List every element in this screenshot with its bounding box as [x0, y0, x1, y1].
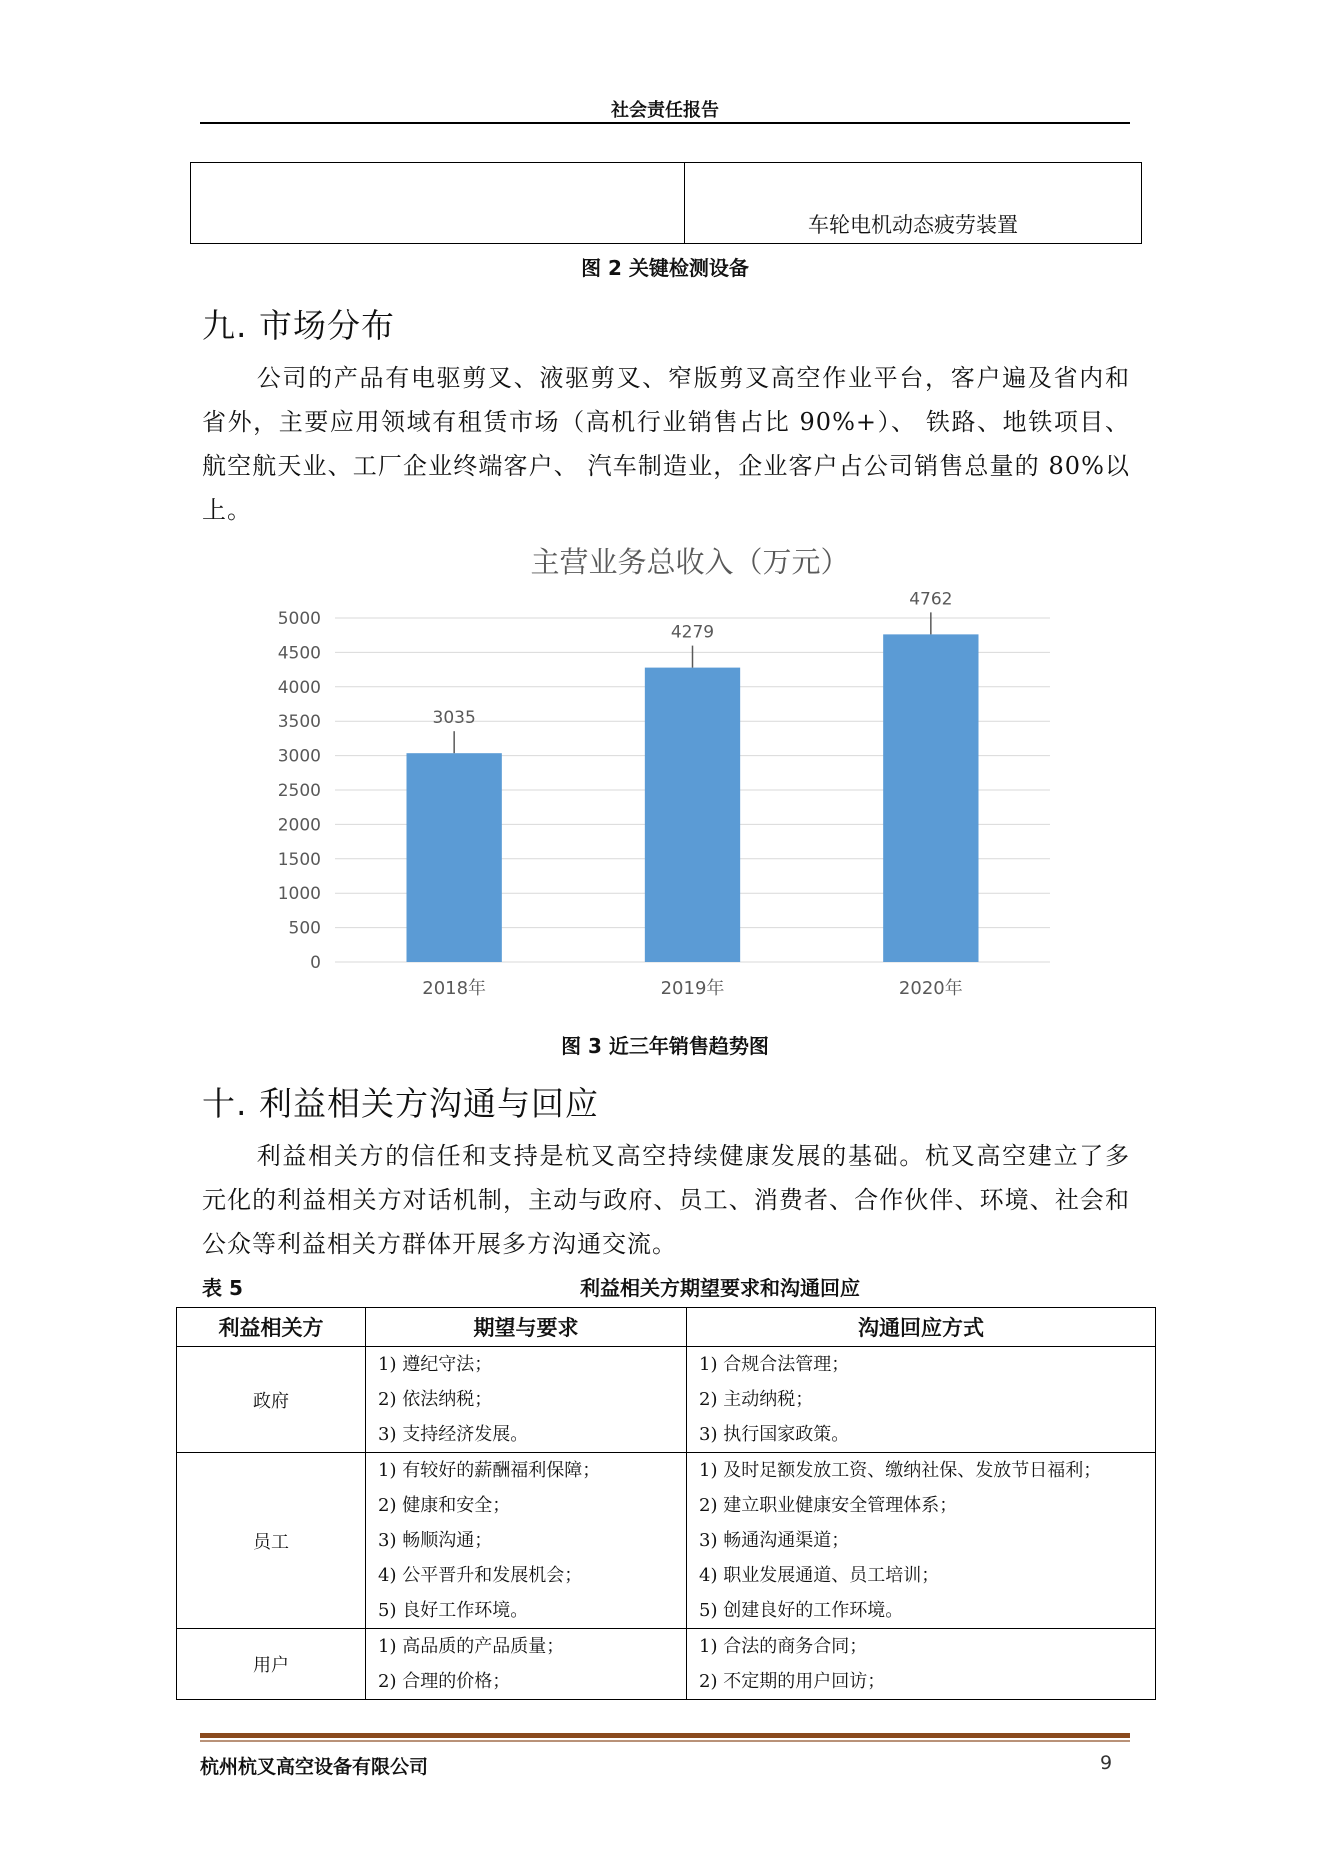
expectation-line: 4) 公平晋升和发展机会； — [378, 1565, 583, 1586]
footer-rule-thin — [200, 1740, 1130, 1742]
bar-2020年 — [883, 634, 978, 962]
y-tick-label: 4000 — [277, 677, 321, 698]
y-tick-label: 1000 — [277, 884, 321, 905]
footer-company-name: 杭州杭叉高空设备有限公司 — [200, 1756, 429, 1778]
x-tick-label: 2018年 — [422, 978, 487, 999]
expectation-line: 3) 畅顺沟通； — [378, 1530, 493, 1551]
response-line: 2) 不定期的用户回访； — [699, 1671, 886, 1692]
response-line: 4) 职业发展通道、员工培训； — [699, 1565, 940, 1586]
table-header-cell: 利益相关方 — [177, 1308, 366, 1347]
table-header-cell: 沟通回应方式 — [687, 1308, 1156, 1347]
response-cell — [687, 1347, 1156, 1453]
x-tick-label: 2020年 — [898, 978, 963, 999]
stakeholder-name-cell: 政府 — [177, 1347, 366, 1453]
bar-2018年 — [407, 753, 502, 962]
section9-heading: 九. 市场分布 — [202, 306, 395, 345]
section10-paragraph-text: 利益相关方的信任和支持是杭叉高空持续健康发展的基础。杭叉高空建立了多元化的利益相关方对话机制，主动与政府、员工、消费者、合作伙伴、环境、社会和公众等利益相关方群体开展多方沟通交流。 — [202, 1142, 1130, 1258]
bar-2019年 — [645, 668, 740, 962]
footer-rule — [200, 1733, 1130, 1738]
table5-title: 利益相关方期望要求和沟通回应 — [580, 1276, 860, 1300]
expectation-line: 2) 依法纳税； — [378, 1389, 493, 1410]
response-line: 1) 及时足额发放工资、缴纳社保、发放节日福利； — [699, 1460, 1102, 1481]
figure2-frame — [190, 162, 1142, 244]
y-tick-label: 2000 — [277, 815, 321, 836]
header-divider — [200, 122, 1130, 124]
figure2-left-cell — [191, 163, 685, 243]
data-label: 4762 — [909, 589, 953, 610]
stakeholder-name-cell: 员工 — [177, 1453, 366, 1629]
response-cell — [687, 1453, 1156, 1629]
figure2-right-cell — [685, 163, 1141, 243]
chart-title: 主营业务总收入（万元） — [530, 545, 850, 579]
expectation-line: 1) 有较好的薪酬福利保障； — [378, 1460, 601, 1481]
figure2-caption: 图 2 关键检测设备 — [581, 256, 749, 280]
section9-paragraph — [202, 356, 1130, 532]
table-header-cell: 期望与要求 — [366, 1308, 687, 1347]
expectation-line: 1) 遵纪守法； — [378, 1354, 493, 1375]
figure3-caption: 图 3 近三年销售趋势图 — [561, 1034, 769, 1058]
report-header-title: 社会责任报告 — [611, 100, 719, 121]
expectation-cell — [366, 1347, 687, 1453]
y-tick-label: 0 — [310, 953, 321, 973]
expectation-line: 2) 健康和安全； — [378, 1495, 511, 1516]
chart-x-tick-labels — [422, 977, 962, 999]
revenue-bar-chart — [260, 530, 1060, 1010]
y-tick-label: 2500 — [277, 781, 321, 801]
data-label: 4279 — [670, 622, 715, 643]
stakeholder-table-body — [177, 1347, 1156, 1700]
section9-paragraph-text: 公司的产品有电驱剪叉、液驱剪叉、窄版剪叉高空作业平台，客户遍及省内和省外，主要应用领域有租赁市场（高机行业销售占比 90%+）、 铁路、地铁项目、 航空航天业、工厂企业终端客户、 汽车制造业，企业客户占公司销售总量的 80%以上。 — [202, 364, 1130, 524]
y-tick-label: 3000 — [277, 746, 321, 767]
expectation-line: 1) 高品质的产品质量； — [378, 1636, 565, 1657]
response-line: 1) 合规合法管理； — [699, 1354, 850, 1375]
expectation-line: 5) 良好工作环境。 — [378, 1600, 529, 1621]
y-tick-label: 4500 — [277, 643, 321, 664]
expectation-line: 3) 支持经济发展。 — [378, 1424, 529, 1445]
table-header-row — [177, 1308, 1156, 1347]
x-tick-label: 2019年 — [660, 978, 725, 999]
chart-bars — [407, 634, 979, 962]
response-line: 3) 畅通沟通渠道； — [699, 1530, 850, 1551]
expectation-line: 2) 合理的价格； — [378, 1671, 511, 1692]
expectation-cell — [366, 1453, 687, 1629]
table-row — [177, 1347, 1156, 1453]
table-row — [177, 1453, 1156, 1629]
y-tick-label: 1500 — [277, 849, 321, 870]
response-line: 3) 执行国家政策。 — [699, 1424, 850, 1445]
chart-y-tick-labels — [278, 609, 321, 973]
response-line: 2) 建立职业健康安全管理体系； — [699, 1495, 958, 1516]
y-tick-label: 500 — [288, 918, 321, 939]
response-line: 1) 合法的商务合同； — [699, 1636, 868, 1657]
response-cell — [687, 1629, 1156, 1700]
section10-paragraph — [202, 1134, 1130, 1266]
y-tick-label: 3500 — [277, 712, 321, 733]
response-line: 5) 创建良好的工作环境。 — [699, 1600, 904, 1621]
figure2-image-label: 车轮电机动态疲劳装置 — [808, 213, 1018, 237]
response-line: 2) 主动纳税； — [699, 1389, 814, 1410]
stakeholder-table — [176, 1307, 1156, 1700]
y-tick-label: 5000 — [277, 609, 321, 629]
expectation-cell — [366, 1629, 687, 1700]
page-number: 9 — [1100, 1752, 1113, 1774]
table5-label: 表 5 — [202, 1276, 243, 1300]
section10-heading: 十. 利益相关方沟通与回应 — [202, 1084, 599, 1123]
data-label: 3035 — [432, 708, 476, 729]
table-row — [177, 1629, 1156, 1700]
stakeholder-name-cell: 用户 — [177, 1629, 366, 1700]
